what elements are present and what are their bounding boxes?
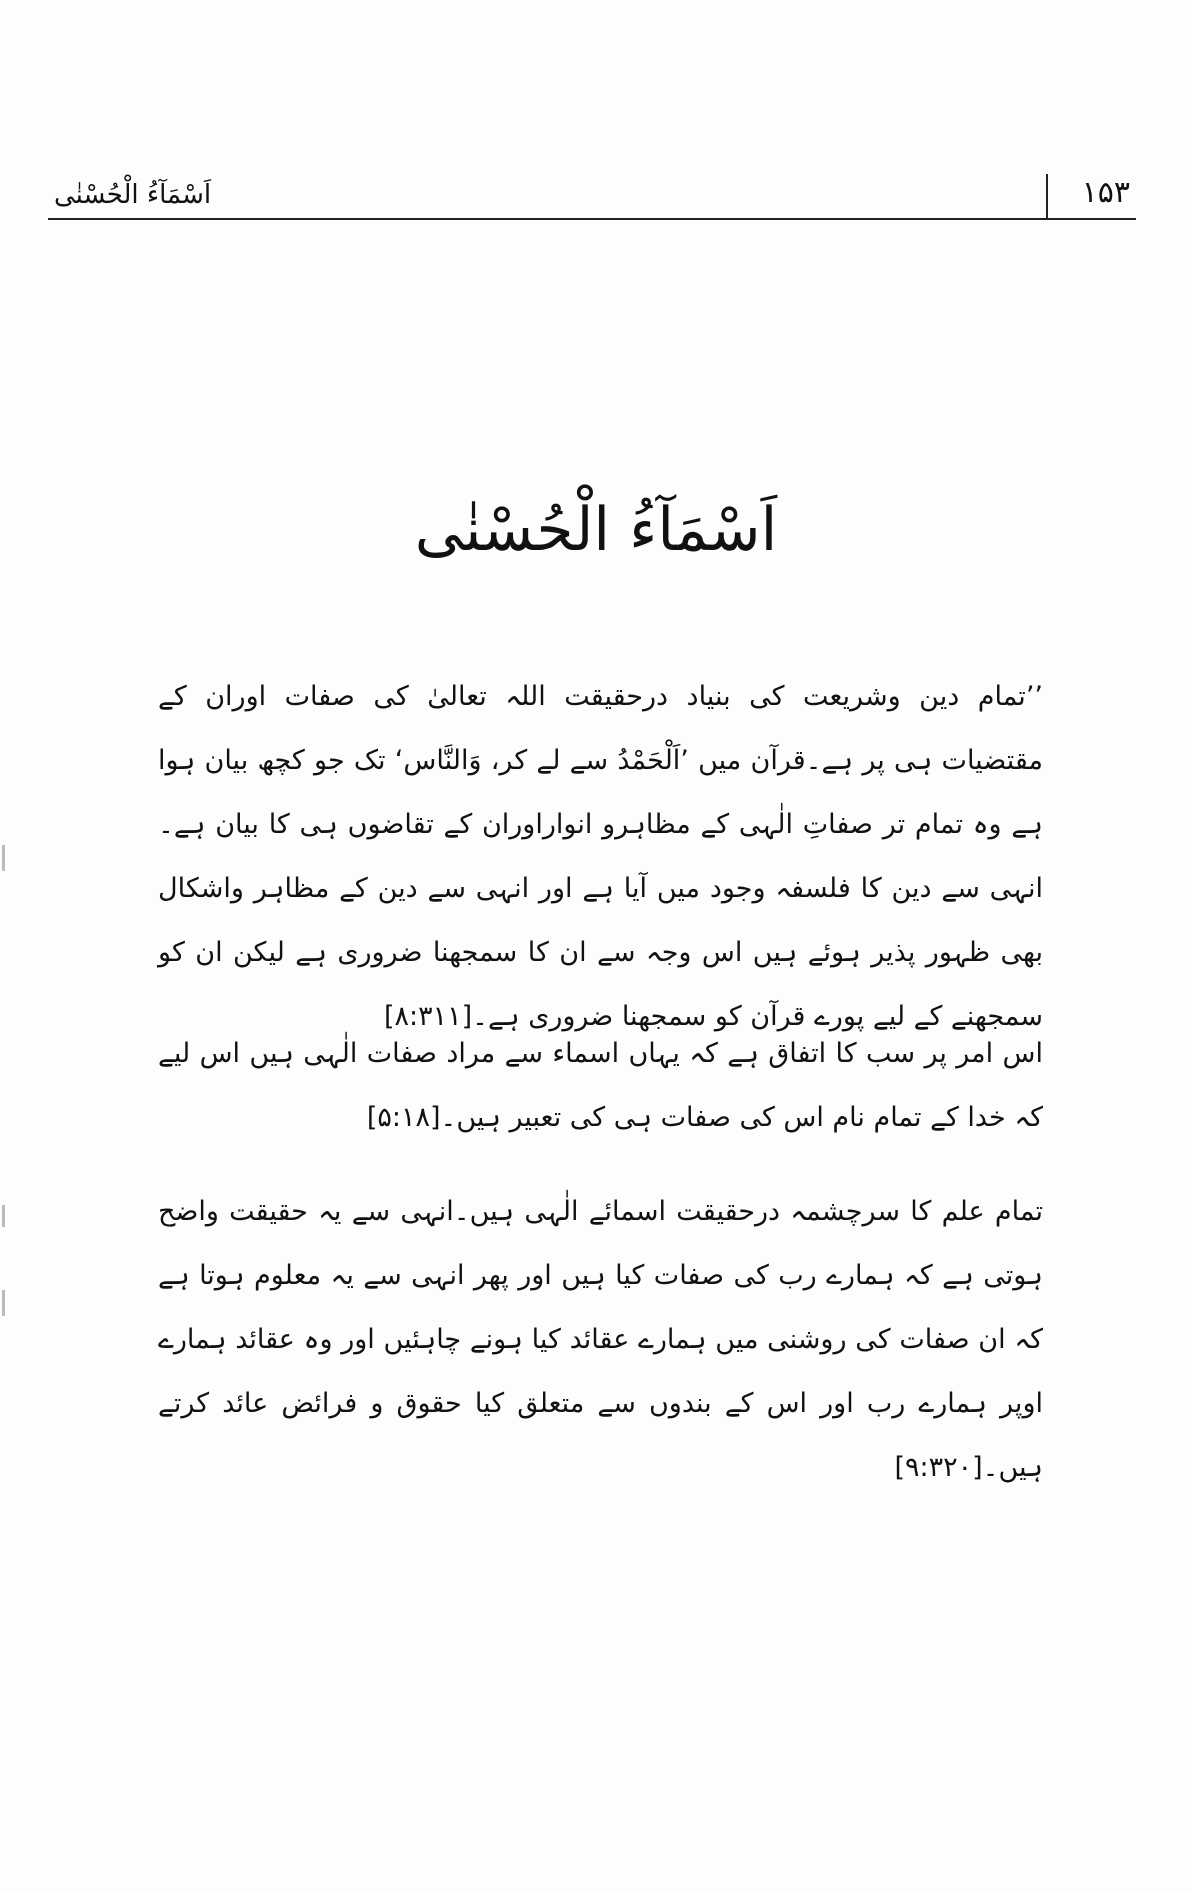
running-title: اَسْمَآءُ الْحُسْنٰی	[54, 180, 212, 210]
running-header	[48, 168, 1136, 220]
paragraph: ’’تمام دین وشریعت کی بنیاد درحقیقت اللہ تعالیٰ کی صفات اوران کے مقتضیات ہی پر ہے۔قرآن میں ’اَلْحَمْدُ سے لے کر، وَالنَّاس‘ تک جو کچھ بیان ہوا ہے وہ تمام تر صفاتِ الٰہی کے مظاہرو انواراوران کے تقاضوں ہی کا بیان ہے۔انہی سے دین کا فلسفہ وجود میں آیا ہے اور انہی سے دین کے مظاہر واشکال بھی ظہور پذیر ہوئے ہیں اس وجہ سے ان کا سمجھنا ضروری ہے لیکن ان کو سمجھنے کے لیے پورے قرآن کو سمجھنا ضروری ہے۔[۸:۳۱۱]	[158, 681, 1043, 1032]
margin-mark	[2, 845, 5, 871]
chapter-title: اَسْمَآءُ الْحُسْنٰی	[414, 495, 778, 565]
paragraph: اس امر پر سب کا اتفاق ہے کہ یہاں اسماء سے مراد صفات الٰہی ہیں اس لیے کہ خدا کے تمام نام اس کی صفات ہی کی تعبیر ہیں۔[۵:۱۸]	[158, 1038, 1043, 1133]
header-divider	[1046, 174, 1048, 218]
margin-mark	[2, 1205, 5, 1227]
paragraph: تمام علم کا سرچشمہ درحقیقت اسمائے الٰہی ہیں۔انہی سے یہ حقیقت واضح ہوتی ہے کہ ہمارے رب کی صفات کیا ہیں اور پھر انہی سے یہ معلوم ہوتا ہے کہ ان صفات کی روشنی میں ہمارے عقائد کیا ہونے چاہئیں اور وہ عقائد ہمارے اوپر ہمارے رب اور اس کے بندوں سے متعلق کیا حقوق و فرائض عائد کرتے ہیں۔[۹:۳۲۰]	[158, 1196, 1043, 1483]
margin-mark	[2, 1290, 5, 1316]
page-number: ۱۵۳	[1081, 175, 1130, 210]
